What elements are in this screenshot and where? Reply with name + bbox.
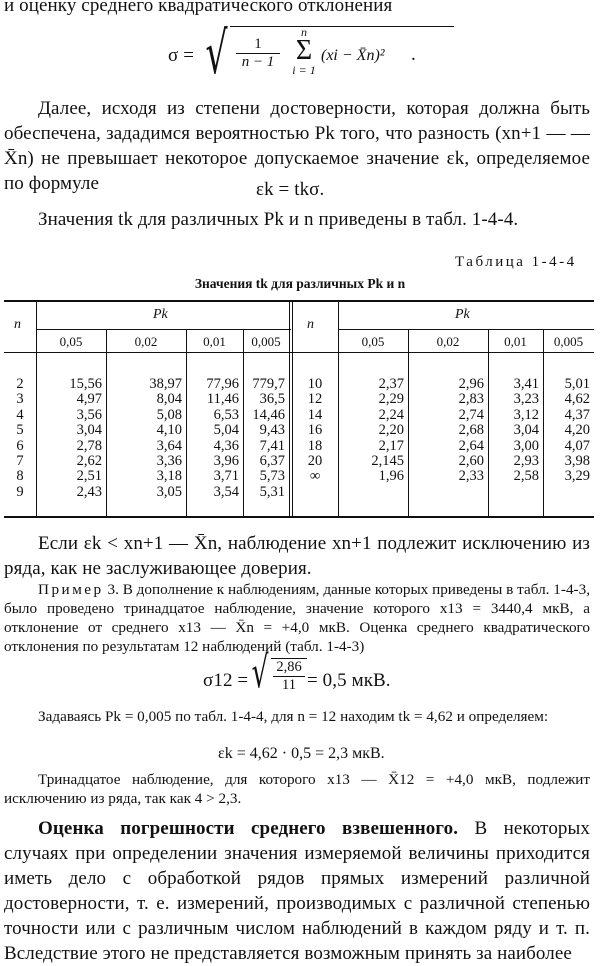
table-right-cell-5-1: 2,60	[458, 453, 484, 469]
table-right-cell-4-0: 2,17	[378, 437, 404, 454]
table-pk-rule-left	[36, 329, 291, 330]
table-right-cell-1-1: 2,83	[458, 391, 484, 408]
vline-5b	[292, 300, 293, 516]
vline-3	[186, 329, 187, 516]
vline-5a	[289, 300, 290, 516]
sigma-lhs: σ =	[168, 45, 195, 66]
table-left-cell-1-1: 8,04	[156, 391, 182, 408]
sigma-formula	[168, 20, 468, 92]
table-left-cell-4-2: 4,36	[213, 437, 239, 454]
table-right-cell-0-3: 5,01	[564, 376, 590, 392]
radical-sign: √	[205, 19, 228, 87]
table-left-n-2: 4	[16, 406, 24, 423]
table-right-cell-4-2: 3,00	[513, 437, 539, 454]
table-left-cell-3-1: 4,10	[156, 422, 182, 439]
table-right-cell-3-0: 2,20	[378, 422, 404, 439]
vline-1	[36, 300, 37, 516]
col-p2-left: 0,02	[134, 334, 158, 349]
table-left-n-3: 5	[16, 422, 24, 439]
table-left-cell-2-0: 3,56	[76, 406, 102, 423]
table-left-cell-6-2: 3,71	[213, 468, 239, 485]
sigma12-lhs: σ12 =	[203, 670, 249, 691]
header-n-left: n	[14, 317, 21, 332]
sum-block	[288, 26, 320, 76]
sigma-end: .	[411, 44, 416, 65]
sigma12-radical: √	[251, 647, 269, 698]
table-caption: Значения tk для различных Pk и n	[194, 276, 406, 291]
table-left-cell-5-1: 3,36	[156, 453, 182, 469]
table-left-cell-4-3: 7,41	[259, 437, 285, 454]
table-left-cell-1-0: 4,97	[76, 391, 102, 408]
table-right-cell-2-0: 2,24	[378, 406, 404, 423]
table-left-cell-7-0: 2,43	[76, 483, 102, 500]
vline-6	[338, 300, 339, 516]
col-p4-right: 0,005	[553, 334, 584, 349]
table-right-cell-3-3: 4,20	[564, 422, 590, 439]
table-left-n-7: 9	[16, 483, 24, 500]
table-left-cell-4-1: 3,64	[156, 437, 182, 454]
paragraph-exclude: Если εk < xn+1 — X̄n, наблюдение xn+1 подлежит исключению из ряда, как не заслуживающее доверия.	[4, 533, 590, 579]
col-p1-right: 0,05	[361, 334, 385, 349]
radical-bar	[230, 26, 454, 27]
table-head-rule	[4, 352, 594, 353]
sigma12-formula	[203, 647, 463, 703]
table-left-cell-2-1: 5,08	[156, 406, 182, 423]
table-left-cell-2-3: 14,46	[252, 406, 285, 423]
top-line: и оценку среднего квадратического отклонения	[4, 0, 393, 16]
table-left-cell-7-2: 3,54	[213, 483, 239, 500]
table-pk-rule-right	[338, 329, 594, 330]
table-left-cell-7-1: 3,05	[156, 483, 182, 500]
table-right-cell-0-0: 2,37	[378, 376, 404, 392]
table-left-cell-0-2: 77,96	[206, 376, 239, 392]
table-right-cell-1-0: 2,29	[378, 391, 404, 408]
table-right-cell-6-1: 2,33	[458, 468, 484, 485]
epsilon-formula: εk = tkσ.	[256, 179, 325, 200]
table-left-cell-0-0: 15,56	[69, 376, 102, 392]
table-right-n-2: 14	[307, 406, 323, 423]
paragraph-given: Задаваясь Pk = 0,005 по табл. 1-4-4, для n = 12 находим tk = 4,62 и определяем:	[38, 708, 549, 725]
table-right-cell-1-3: 4,62	[564, 391, 590, 408]
table-left-cell-1-2: 11,46	[206, 391, 239, 408]
header-n-right: n	[307, 317, 314, 332]
table-left-cell-7-3: 5,31	[259, 483, 285, 500]
table-right-cell-1-2: 3,23	[513, 391, 539, 408]
table-left-cell-5-2: 3,96	[213, 453, 239, 469]
table-right-n-1: 12	[307, 391, 323, 408]
vline-9	[543, 329, 544, 516]
table-right-cell-4-3: 4,07	[564, 437, 590, 454]
col-p2-right: 0,02	[436, 334, 460, 349]
table-left-cell-3-3: 9,43	[259, 422, 285, 439]
table-left-cell-6-0: 2,51	[76, 468, 102, 485]
table-left-cell-5-3: 6,37	[259, 453, 285, 469]
epsilon2-formula: εk = 4,62 · 0,5 = 2,3 мкВ.	[218, 745, 385, 762]
example-word: Пример	[38, 581, 104, 598]
table-bottom-rule	[4, 516, 594, 518]
table-right-cell-2-3: 4,37	[564, 406, 590, 423]
table-right-n-4: 18	[307, 437, 323, 454]
table-right-cell-2-2: 3,12	[513, 406, 539, 423]
sum-symbol: Σ	[295, 35, 313, 66]
col-p3-right: 0,01	[504, 334, 527, 349]
sum-top: n	[301, 25, 307, 39]
paragraph-thirteenth: Тринадцатое наблюдение, для которого x13 — X̄12 = +4,0 мкВ, подлежит исключению из ряда, так как 4 > 2,3.	[4, 771, 590, 807]
table-right-n-5: 20	[307, 453, 323, 469]
vline-7	[408, 329, 409, 516]
vline-4	[243, 329, 244, 516]
table-right-cell-6-2: 2,58	[513, 468, 539, 485]
table-left-cell-0-3: 779,7	[252, 376, 285, 392]
table-right-n-3: 16	[307, 422, 323, 439]
section-title: Оценка погрешности среднего взвешенного.	[38, 818, 459, 839]
table-right-n-0: 10	[307, 376, 323, 392]
example-text: 3. В дополнение к наблюдениям, данные которых приведены в табл. 1-4-3, было проведено тринадцатое наблюдение, значение которого x13 = 3440,4 мкВ, а отклонение от среднего x13 — X̄n = +4,0 мкВ. Оценка среднего квадратического отклонения по результатам 12 наблюдений (табл. 1-4-3)	[4, 581, 590, 655]
table-right-cell-6-0: 1,96	[378, 468, 404, 485]
section-text: В некоторых случаях при определении значения измеряемой величины приходится иметь дело с обработкой рядов прямых измерений различной достоверности, т. е. измерений, производимых с различной степенью точности или с различным числом наблюдений в каждом ряду и т. п. Вследствие этого не представляется возможным принять за наиболее	[4, 818, 590, 964]
table-left-cell-4-0: 2,78	[76, 437, 102, 454]
sigma12-rhs: = 0,5 мкВ.	[307, 670, 391, 691]
table-left-cell-5-0: 2,62	[76, 453, 102, 469]
sigma12-den: 11	[282, 677, 296, 693]
sum-bottom: i = 1	[292, 63, 316, 77]
col-p4-left: 0,005	[251, 334, 281, 349]
table-right-cell-2-1: 2,74	[458, 406, 484, 423]
frac-den: n − 1	[241, 54, 275, 70]
table-right-cell-5-3: 3,98	[564, 453, 590, 469]
sigma12-num: 2,86	[273, 659, 305, 677]
sigma12-frac	[273, 659, 305, 694]
table-left-n-5: 7	[16, 453, 24, 469]
table-right-cell-0-2: 3,41	[513, 376, 539, 392]
vline-2	[106, 329, 107, 516]
table-left-cell-3-2: 5,04	[213, 422, 239, 439]
frac-one	[236, 36, 280, 71]
paragraph-tk: Значения tk для различных Pk и n приведены в табл. 1-4-4.	[38, 209, 519, 230]
table-right-cell-5-0: 2,145	[371, 453, 404, 469]
vline-8	[488, 329, 489, 516]
header-pk-right: Pk	[455, 307, 470, 322]
table-left-cell-1-3: 36,5	[259, 391, 285, 408]
sum-term: (xi − X̄n)²	[321, 47, 385, 64]
example-paragraph	[4, 580, 590, 656]
table-left-n-4: 6	[16, 437, 24, 454]
paragraph-pk: Далее, исходя из степени достоверности, которая должна быть обеспечена, зададимся вероятностью Pk того, что разность (xn+1 — — X̄n) не превышает некоторое допускаемое значение εk, определяемое по формуле	[4, 98, 590, 194]
table-left-cell-2-2: 6,53	[213, 406, 239, 423]
table-left-n-6: 8	[16, 468, 24, 485]
table-right-cell-3-1: 2,68	[458, 422, 484, 439]
col-p1-left: 0,05	[59, 334, 83, 349]
table-right-cell-4-1: 2,64	[458, 437, 484, 454]
table-label: Таблица 1-4-4	[455, 254, 577, 270]
table-right-cell-3-2: 3,04	[513, 422, 539, 439]
table-top-rule	[4, 300, 594, 302]
table-left-cell-3-0: 3,04	[76, 422, 102, 439]
col-p3-left: 0,01	[203, 334, 226, 349]
table-left-n-1: 3	[16, 391, 24, 408]
table-right-n-6: ∞	[309, 468, 321, 485]
table-right-cell-5-2: 2,93	[513, 453, 539, 469]
table-right-cell-6-3: 3,29	[564, 468, 590, 485]
table-left-cell-0-1: 38,97	[149, 376, 182, 392]
header-pk-left: Pk	[153, 307, 168, 322]
table-right-cell-0-1: 2,96	[458, 376, 484, 392]
frac-num: 1	[236, 36, 280, 54]
table-left-cell-6-1: 3,18	[156, 468, 182, 485]
table-left-cell-6-3: 5,73	[259, 468, 285, 485]
table-left-n-0: 2	[16, 376, 24, 392]
paragraph-weighted	[4, 816, 590, 966]
